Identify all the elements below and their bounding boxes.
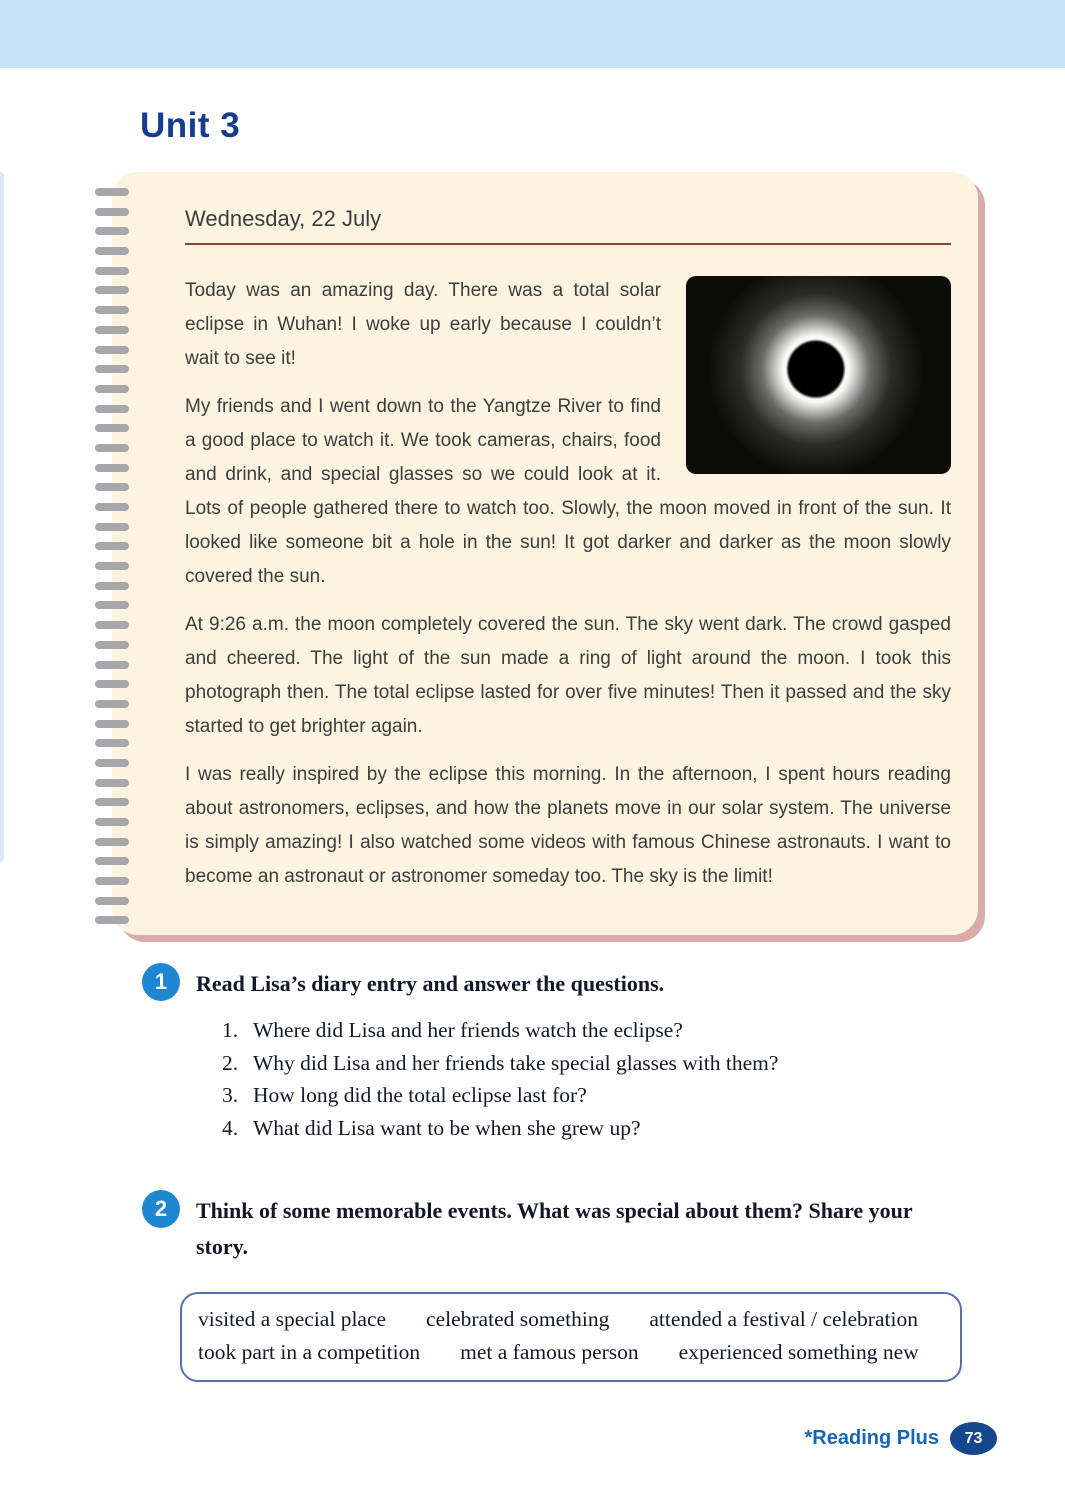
word-box-phrase: met a famous person bbox=[460, 1340, 639, 1364]
exercise-2-header bbox=[142, 1190, 1065, 1265]
binding-dash bbox=[95, 739, 129, 747]
binding-dash bbox=[95, 326, 129, 334]
question-list bbox=[222, 1014, 1065, 1144]
question-number: 2. bbox=[222, 1050, 239, 1075]
binding-dash bbox=[95, 444, 129, 452]
diary-paragraph: My friends and I went down to the Yangtze River to find a good place to watch it. We took cameras, chairs, food and drink, and special glasses so we could look at it. Lots of people gathered there to watch too. Slowly, the moon moved in front of the sun. It looked like someone bit a hole in the sun! It got darker and darker as the moon slowly covered the sun. bbox=[185, 396, 951, 587]
binding-dash bbox=[95, 483, 129, 491]
top-decorative-band bbox=[0, 0, 1065, 68]
page-number-badge: 73 bbox=[950, 1422, 997, 1455]
binding-dash bbox=[95, 385, 129, 393]
binding-dash bbox=[95, 877, 129, 885]
binding-dash bbox=[95, 365, 129, 373]
binding-dash bbox=[95, 464, 129, 472]
question-number: 3. bbox=[222, 1083, 239, 1107]
spiral-binding bbox=[95, 188, 129, 925]
diary-body bbox=[185, 274, 951, 894]
word-box-row bbox=[198, 1303, 944, 1336]
binding-dash bbox=[95, 818, 129, 826]
binding-dash bbox=[95, 306, 129, 314]
binding-dash bbox=[95, 582, 129, 590]
exercises-section bbox=[0, 963, 1065, 1382]
binding-dash bbox=[95, 857, 129, 865]
exercise-1-header bbox=[142, 963, 1065, 1002]
exercise-1-instruction: Read Lisa’s diary entry and answer the questions. bbox=[196, 971, 665, 996]
question-item bbox=[222, 1112, 1065, 1145]
binding-dash bbox=[95, 346, 129, 354]
question-item bbox=[222, 1047, 1065, 1080]
exercise-2-instruction: Think of some memorable events. What was special about them? Share your story. bbox=[196, 1198, 913, 1259]
exercise-1 bbox=[0, 963, 1065, 1144]
binding-dash bbox=[95, 542, 129, 550]
binding-dash bbox=[95, 700, 129, 708]
question-item bbox=[222, 1079, 1065, 1112]
reading-plus-label: *Reading Plus bbox=[804, 1427, 939, 1449]
question-text: How long did the total eclipse last for? bbox=[253, 1083, 587, 1107]
word-box bbox=[180, 1292, 962, 1382]
diary-paragraph: Today was an amazing day. There was a total solar eclipse in Wuhan! I woke up early because I couldn’t wait to see it! bbox=[185, 280, 661, 369]
word-box-phrase: attended a festival / celebration bbox=[649, 1307, 918, 1331]
binding-dash bbox=[95, 897, 129, 905]
page-footer bbox=[805, 1422, 997, 1455]
binding-dash bbox=[95, 286, 129, 294]
binding-dash bbox=[95, 720, 129, 728]
binding-dash bbox=[95, 267, 129, 275]
exercise-1-number-badge: 1 bbox=[142, 963, 180, 1001]
binding-dash bbox=[95, 916, 129, 924]
binding-dash bbox=[95, 641, 129, 649]
binding-dash bbox=[95, 247, 129, 255]
binding-dash bbox=[95, 405, 129, 413]
binding-dash bbox=[95, 523, 129, 531]
binding-dash bbox=[95, 838, 129, 846]
exercise-2 bbox=[0, 1190, 1065, 1382]
question-text: What did Lisa want to be when she grew up? bbox=[253, 1115, 641, 1140]
word-box-phrase: visited a special place bbox=[198, 1307, 387, 1331]
word-box-phrase: experienced something new bbox=[678, 1340, 919, 1364]
diary-card bbox=[112, 172, 978, 935]
diary-date: Wednesday, 22 July bbox=[185, 206, 951, 245]
word-box-row bbox=[198, 1336, 944, 1369]
binding-dash bbox=[95, 621, 129, 629]
page-title: Unit 3 bbox=[140, 106, 241, 145]
question-text: Why did Lisa and her friends take special glasses with them? bbox=[253, 1050, 779, 1075]
question-item bbox=[222, 1014, 1065, 1047]
binding-dash bbox=[95, 661, 129, 669]
binding-dash bbox=[95, 208, 129, 216]
word-box-phrase: celebrated something bbox=[426, 1307, 610, 1331]
binding-dash bbox=[95, 562, 129, 570]
question-number: 4. bbox=[222, 1115, 239, 1140]
question-text: Where did Lisa and her friends watch the eclipse? bbox=[253, 1018, 683, 1042]
binding-dash bbox=[95, 779, 129, 787]
binding-dash bbox=[95, 227, 129, 235]
binding-dash bbox=[95, 424, 129, 432]
exercise-2-number-badge: 2 bbox=[142, 1190, 180, 1228]
binding-dash bbox=[95, 798, 129, 806]
question-number: 1. bbox=[222, 1018, 239, 1042]
binding-dash bbox=[95, 188, 129, 196]
eclipse-photo bbox=[686, 276, 951, 474]
left-page-edge-strip bbox=[0, 172, 4, 862]
word-box-phrase: took part in a competition bbox=[198, 1340, 421, 1364]
binding-dash bbox=[95, 680, 129, 688]
diary-paragraph: I was really inspired by the eclipse this morning. In the afternoon, I spent hours reading about astronomers, eclipses, and how the planets move in our solar system. The universe is simply amazing! I also watched some videos with famous Chinese astronauts. I want to become an astronaut or astronomer someday too. The sky is the limit! bbox=[185, 764, 951, 887]
binding-dash bbox=[95, 503, 129, 511]
diary-paragraph: At 9:26 a.m. the moon completely covered the sun. The sky went dark. The crowd gasped and cheered. The light of the sun made a ring of light around the moon. I took this photograph then. The total eclipse lasted for over five minutes! Then it passed and the sky started to get brighter again. bbox=[185, 614, 951, 737]
binding-dash bbox=[95, 601, 129, 609]
binding-dash bbox=[95, 759, 129, 767]
